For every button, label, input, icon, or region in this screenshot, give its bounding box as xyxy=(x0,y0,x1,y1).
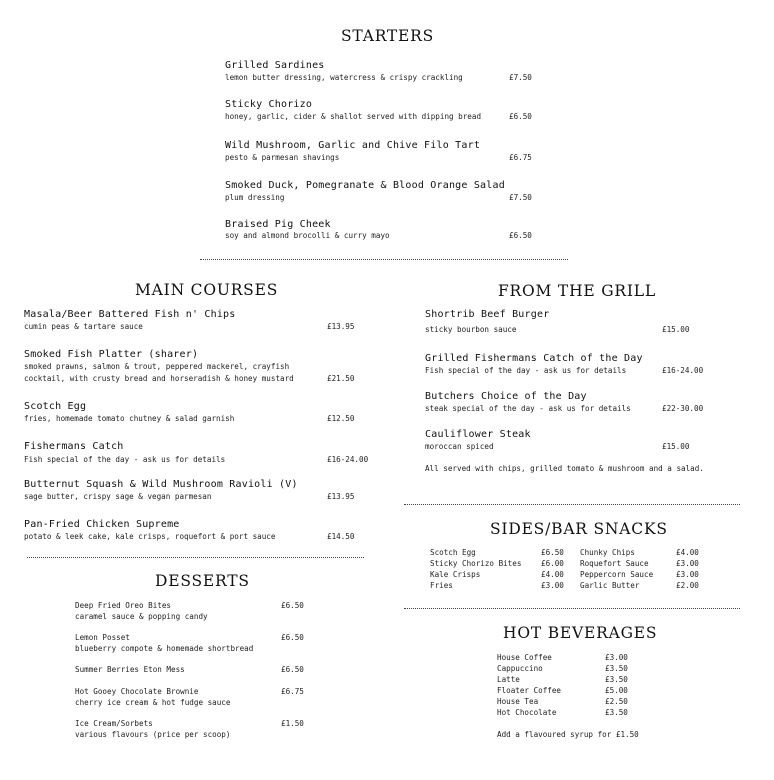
grill-price: £15.00 xyxy=(662,325,690,334)
side-price: £4.00 xyxy=(676,548,699,557)
beverage-name: Latte xyxy=(497,675,520,684)
grill-desc: sticky bourbon sauce xyxy=(425,325,517,334)
dessert-name: Summer Berries Eton Mess xyxy=(75,665,185,674)
side-price: £2.00 xyxy=(676,581,699,590)
side-name: Garlic Butter xyxy=(580,581,640,590)
side-name: Fries xyxy=(430,581,453,590)
dessert-price: £1.50 xyxy=(281,719,304,728)
main-price: £13.95 xyxy=(327,492,355,501)
main-name: Pan-Fried Chicken Supreme xyxy=(24,519,180,530)
dessert-price: £6.50 xyxy=(281,601,304,610)
side-price: £3.00 xyxy=(676,570,699,579)
starter-price: £6.50 xyxy=(509,231,532,240)
grill-note: All served with chips, grilled tomato & mushroom and a salad. xyxy=(425,464,704,473)
main-desc: smoked prawns, salmon & trout, peppered mackerel, crayfish xyxy=(24,362,290,371)
main-desc: cumin peas & tartare sauce xyxy=(24,322,143,331)
grill-name: Butchers Choice of the Day xyxy=(425,391,587,402)
beverage-price: £3.50 xyxy=(605,708,628,717)
main-name: Smoked Fish Platter (sharer) xyxy=(24,349,199,360)
side-name: Kale Crisps xyxy=(430,570,481,579)
divider xyxy=(200,259,568,260)
grill-name: Cauliflower Steak xyxy=(425,429,531,440)
main-desc: potato & leek cake, kale crisps, roquefort & port sauce xyxy=(24,532,276,541)
starter-desc: honey, garlic, cider & shallot served with dipping bread xyxy=(225,112,482,121)
main-price: £21.50 xyxy=(327,374,355,383)
beverage-name: House Tea xyxy=(497,697,539,706)
starter-price: £7.50 xyxy=(509,193,532,202)
main-desc: fries, homemade tomato chutney & salad garnish xyxy=(24,414,235,423)
dessert-desc: various flavours (price per scoop) xyxy=(75,730,231,739)
grill-price: £22-30.00 xyxy=(662,404,704,413)
side-price: £6.50 xyxy=(541,548,564,557)
side-name: Roquefort Sauce xyxy=(580,559,649,568)
beverage-price: £3.50 xyxy=(605,675,628,684)
divider xyxy=(27,557,364,558)
grill-desc: moroccan spiced xyxy=(425,442,494,451)
grill-heading: FROM THE GRILL xyxy=(498,282,656,300)
dessert-name: Deep Fried Oreo Bites xyxy=(75,601,172,610)
side-price: £4.00 xyxy=(541,570,564,579)
side-price: £3.00 xyxy=(676,559,699,568)
dessert-name: Hot Gooey Chocolate Brownie xyxy=(75,687,199,696)
beverage-price: £5.00 xyxy=(605,686,628,695)
starter-desc: soy and almond brocolli & curry mayo xyxy=(225,231,390,240)
grill-price: £16-24.00 xyxy=(662,366,704,375)
starter-price: £6.50 xyxy=(509,112,532,121)
divider xyxy=(404,608,740,609)
main-name: Fishermans Catch xyxy=(24,441,124,452)
beverage-name: Floater Coffee xyxy=(497,686,562,695)
grill-price: £15.00 xyxy=(662,442,690,451)
side-name: Sticky Chorizo Bites xyxy=(430,559,522,568)
mains-heading: MAIN COURSES xyxy=(135,281,279,299)
starter-name: Smoked Duck, Pomegranate & Blood Orange Salad xyxy=(225,180,505,191)
starter-desc: lemon butter dressing, watercress & crispy crackling xyxy=(225,73,463,82)
beverage-name: Hot Chocolate xyxy=(497,708,557,717)
grill-desc: steak special of the day - ask us for details xyxy=(425,404,631,413)
main-desc: Fish special of the day - ask us for details xyxy=(24,455,226,464)
dessert-price: £6.75 xyxy=(281,687,304,696)
grill-name: Shortrib Beef Burger xyxy=(425,309,550,320)
dessert-price: £6.50 xyxy=(281,665,304,674)
main-desc: sage butter, crispy sage & vegan parmesan xyxy=(24,492,212,501)
dessert-price: £6.50 xyxy=(281,633,304,642)
beverage-price: £3.00 xyxy=(605,653,628,662)
beverage-note: Add a flavoured syrup for £1.50 xyxy=(497,730,639,739)
sides-heading: SIDES/BAR SNACKS xyxy=(490,520,668,538)
side-name: Chunky Chips xyxy=(580,548,635,557)
starter-name: Braised Pig Cheek xyxy=(225,219,331,230)
dessert-name: Ice Cream/Sorbets xyxy=(75,719,153,728)
starter-name: Sticky Chorizo xyxy=(225,99,313,110)
side-name: Peppercorn Sauce xyxy=(580,570,654,579)
beverages-heading: HOT BEVERAGES xyxy=(503,624,658,642)
starter-name: Wild Mushroom, Garlic and Chive Filo Tart xyxy=(225,140,481,151)
starter-desc: pesto & parmesan shavings xyxy=(225,153,340,162)
grill-desc: Fish special of the day - ask us for details xyxy=(425,366,627,375)
starter-name: Grilled Sardines xyxy=(225,60,325,71)
main-desc: cocktail, with crusty bread and horseradish & honey mustard xyxy=(24,374,294,383)
main-price: £12.50 xyxy=(327,414,355,423)
beverage-name: Cappuccino xyxy=(497,664,543,673)
dessert-name: Lemon Posset xyxy=(75,633,130,642)
side-price: £6.00 xyxy=(541,559,564,568)
desserts-heading: DESSERTS xyxy=(155,572,250,590)
grill-name: Grilled Fishermans Catch of the Day xyxy=(425,353,643,364)
starter-price: £6.75 xyxy=(509,153,532,162)
dessert-desc: cherry ice cream & hot fudge sauce xyxy=(75,698,231,707)
dessert-desc: blueberry compote & homemade shortbread xyxy=(75,644,254,653)
side-name: Scotch Egg xyxy=(430,548,476,557)
main-price: £13.95 xyxy=(327,322,355,331)
main-price: £16-24.00 xyxy=(327,455,369,464)
starter-desc: plum dressing xyxy=(225,193,285,202)
main-name: Masala/Beer Battered Fish n' Chips xyxy=(24,309,236,320)
side-price: £3.00 xyxy=(541,581,564,590)
starters-heading: STARTERS xyxy=(341,27,435,45)
starter-price: £7.50 xyxy=(509,73,532,82)
divider xyxy=(404,504,740,505)
main-price: £14.50 xyxy=(327,532,355,541)
main-name: Scotch Egg xyxy=(24,401,87,412)
main-name: Butternut Squash & Wild Mushroom Ravioli (V) xyxy=(24,479,298,490)
beverage-name: House Coffee xyxy=(497,653,552,662)
beverage-price: £3.50 xyxy=(605,664,628,673)
dessert-desc: caramel sauce & popping candy xyxy=(75,612,208,621)
beverage-price: £2.50 xyxy=(605,697,628,706)
